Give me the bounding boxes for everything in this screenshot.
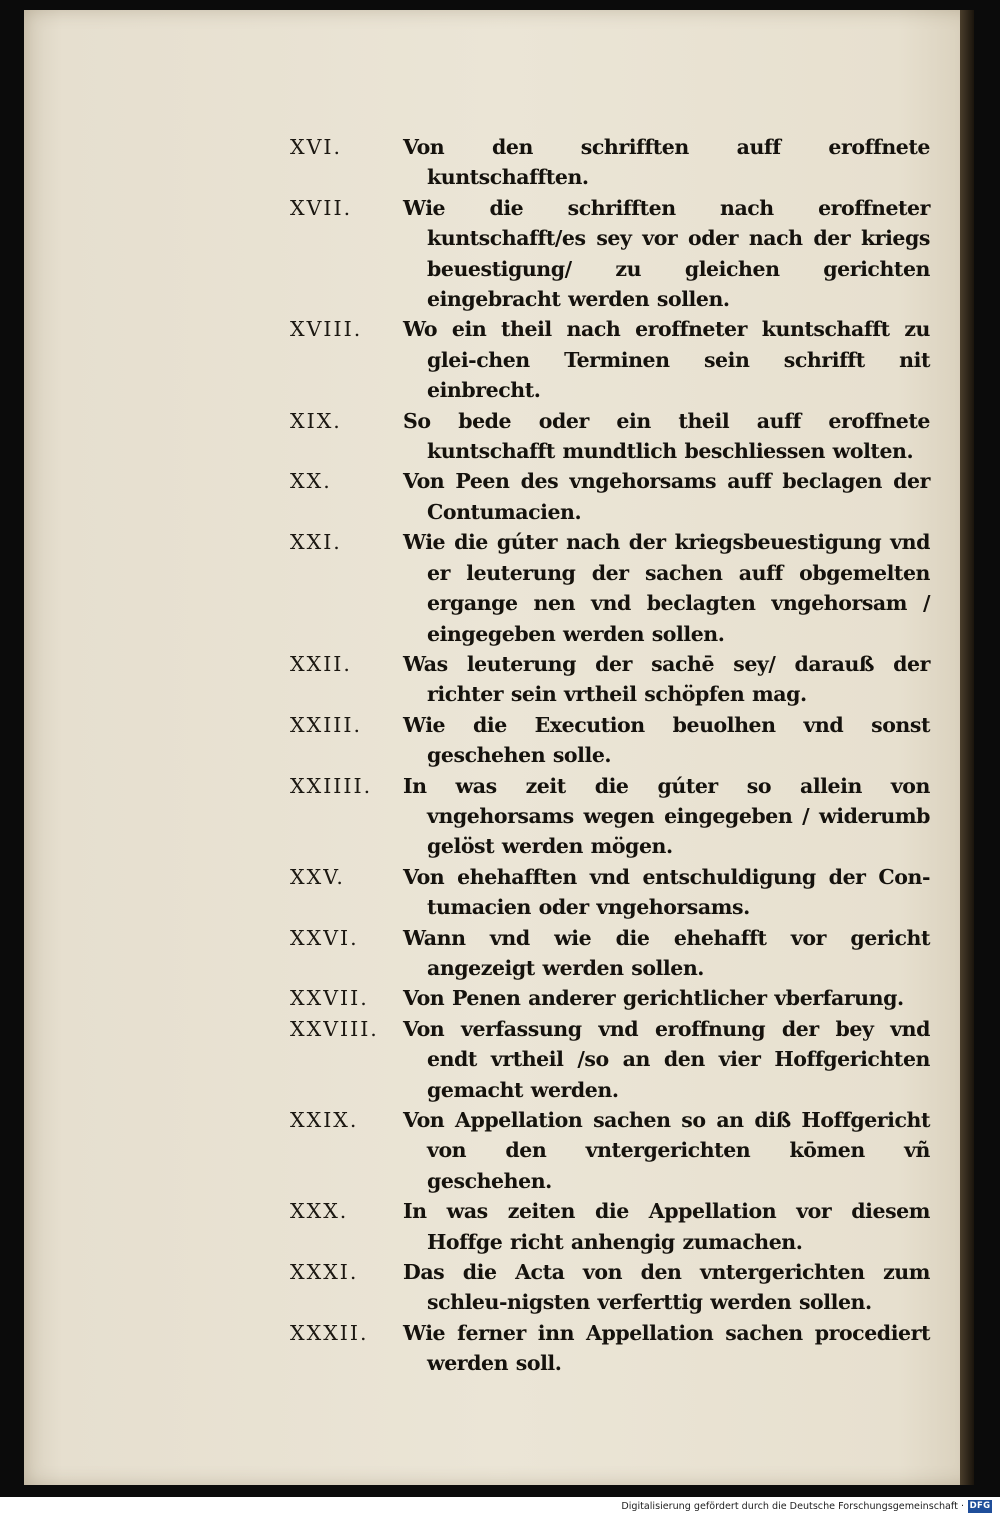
table-of-contents — [290, 132, 930, 1379]
entry-text: Von verfassung vnd eroffnung der bey vnd endt vrtheil /so an den vier Hoffgerichten gemacht werden. — [403, 1016, 930, 1102]
entry-text: Von den schrifften auff eroffnete kuntschafften. — [403, 135, 930, 190]
toc-entry — [290, 923, 930, 984]
entry-number: XXIIII. — [290, 773, 373, 798]
entry-text: Wie die gúter nach der kriegsbeuestigung vnd er leuterung der sachen auff obgemelten ergange nen vnd beclagten vngehorsam / eingegeben werden sollen. — [403, 530, 930, 646]
book-page — [24, 10, 974, 1485]
entry-number: XXX. — [290, 1199, 349, 1224]
entry-text: So bede oder ein theil auff eroffnete kuntschafft mundtlich beschliessen wolten. — [403, 408, 930, 464]
toc-entry — [290, 193, 930, 315]
toc-entry — [290, 314, 930, 405]
toc-entry — [290, 1318, 930, 1379]
digitization-credit: Digitalisierung gefördert durch die Deutsche Forschungsgemeinschaft · — [621, 1501, 964, 1512]
page-edge-shadow — [960, 10, 974, 1485]
toc-entry — [290, 527, 930, 649]
entry-number: XXVII. — [290, 986, 369, 1011]
toc-entry — [290, 466, 930, 527]
entry-number: XVII. — [290, 195, 353, 220]
entry-number: XXVI. — [290, 925, 359, 950]
entry-text: Von Penen anderer gerichtlicher vberfarung. — [403, 986, 904, 1011]
entry-number: XXXI. — [290, 1260, 359, 1285]
entry-text: Wann vnd wie die ehehafft vor gericht angezeigt werden sollen. — [403, 925, 930, 980]
entry-number: XVI. — [290, 135, 343, 159]
entry-number: XX. — [290, 469, 332, 494]
toc-entry — [290, 771, 930, 862]
toc-entry — [290, 1105, 930, 1196]
entry-number: XXII. — [290, 651, 352, 676]
entry-text: Was leuterung der sachē sey/ darauß der richter sein vrtheil schöpfen mag. — [403, 651, 930, 707]
entry-text: Wo ein theil nach eroffneter kuntschafft zu glei-chen Terminen sein schrifft nit einbrecht. — [403, 317, 930, 403]
entry-number: XIX. — [290, 408, 342, 433]
toc-entry — [290, 983, 930, 1013]
toc-entry — [290, 1257, 930, 1318]
toc-entry — [290, 132, 930, 193]
entry-number: XXV. — [290, 864, 345, 889]
toc-entry — [290, 710, 930, 771]
toc-entry — [290, 862, 930, 923]
entry-text: Das die Acta von den vntergerichten zum schleu-nigsten verferttig werden sollen. — [403, 1260, 930, 1315]
entry-text: In was zeiten die Appellation vor diesem Hoffge richt anhengig zumachen. — [403, 1199, 930, 1254]
toc-entry — [290, 1014, 930, 1105]
entry-text: In was zeit die gúter so allein von vngehorsams wegen eingegeben / widerumb gelöst werden mögen. — [403, 773, 930, 859]
toc-entry — [290, 406, 930, 467]
toc-entry — [290, 649, 930, 710]
entry-text: Wie die schrifften nach eroffneter kuntschafft/es sey vor oder nach der kriegs beuestigung/ zu gleichen gerichten eingebracht werden sollen. — [403, 195, 930, 312]
entry-text: Von Peen des vngehorsams auff beclagen der Contumacien. — [403, 469, 930, 524]
dfg-logo-icon: DFG — [969, 1501, 991, 1511]
entry-number: XXIX. — [290, 1108, 359, 1132]
footer-bar — [0, 1497, 1000, 1517]
entry-number: XXI. — [290, 530, 342, 555]
toc-entry — [290, 1196, 930, 1257]
entry-number: XVIII. — [290, 317, 363, 342]
entry-text: Wie ferner inn Appellation sachen procediert werden soll. — [403, 1320, 930, 1376]
entry-number: XXVIII. — [290, 1016, 379, 1041]
entry-number: XXXII. — [290, 1320, 369, 1345]
entry-text: Wie die Execution beuolhen vnd sonst geschehen solle. — [403, 712, 930, 768]
entry-text: Von ehehafften vnd entschuldigung der Con-tumacien oder vngehorsams. — [403, 864, 930, 920]
entry-text: Von Appellation sachen so an diß Hoffgericht von den vntergerichten kōmen vñ geschehen. — [403, 1108, 930, 1193]
entry-number: XXIII. — [290, 712, 362, 737]
